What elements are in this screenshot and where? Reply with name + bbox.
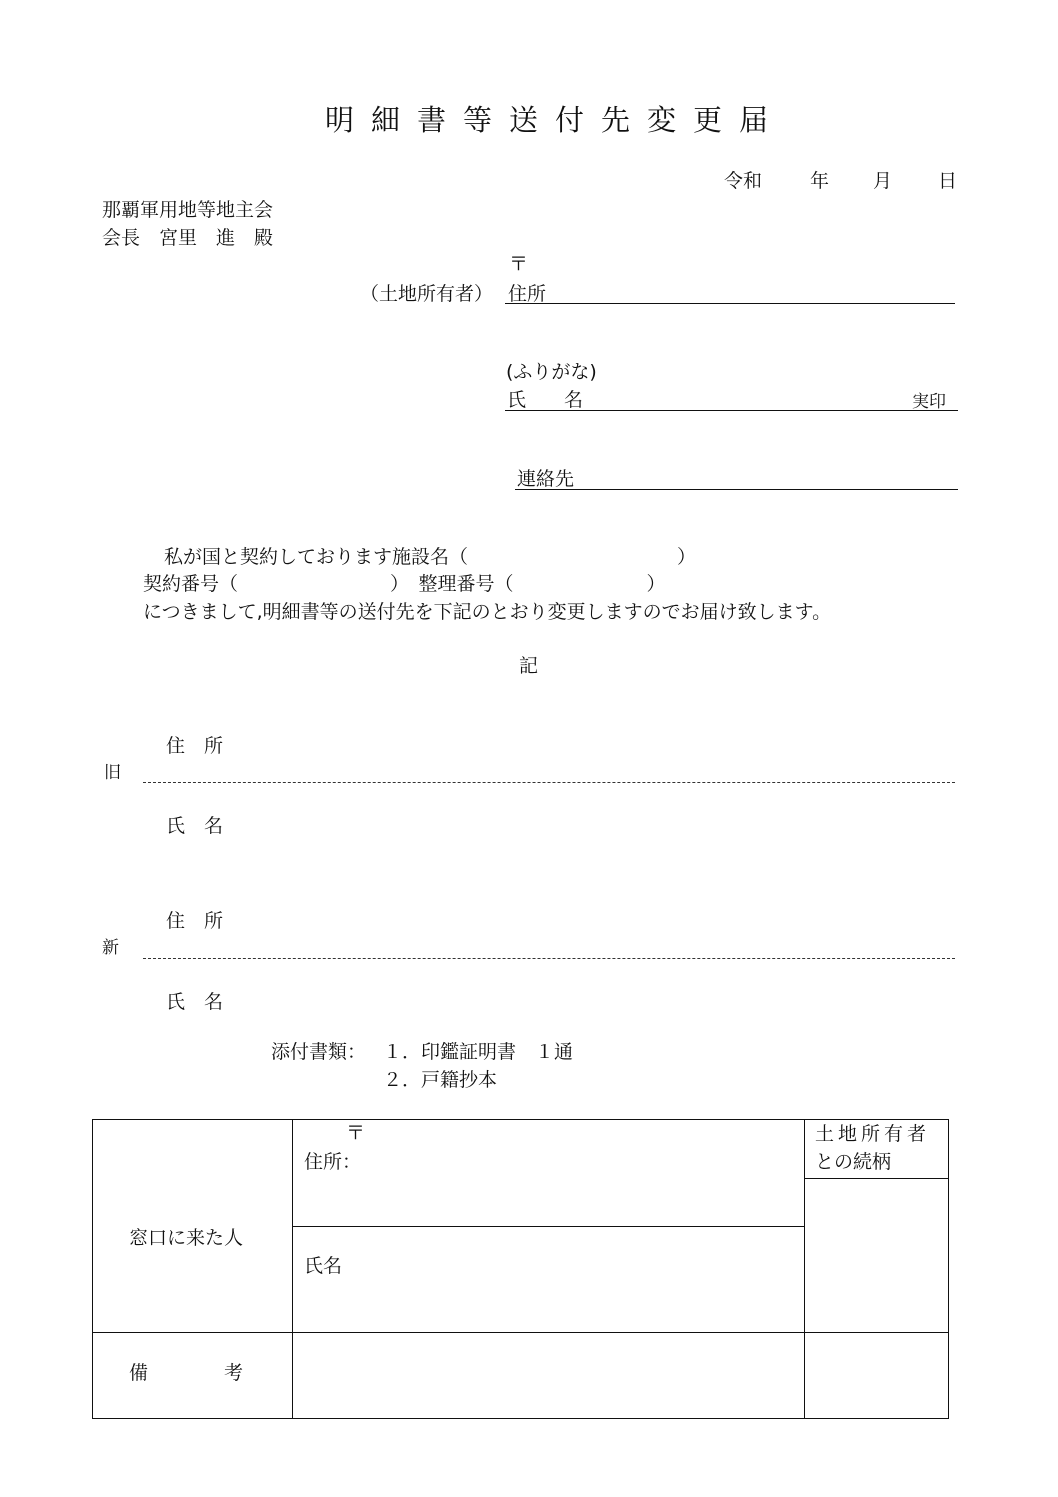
addressee-person: 会長 宮里 進 殿 (102, 227, 274, 249)
new-side-label: 新 (102, 938, 119, 958)
owner-role-label: （土地所有者） (360, 283, 494, 305)
table-row-divider-address (292, 1226, 805, 1227)
owner-address-field[interactable] (505, 303, 955, 304)
addressee-org: 那覇軍用地等地主会 (102, 199, 274, 221)
visitor-address-field[interactable] (294, 1121, 803, 1225)
new-name-label: 氏 名 (166, 991, 224, 1013)
owner-address-label: 住所 (508, 283, 547, 305)
relation-label-line1: 土地所有者 (815, 1123, 931, 1145)
date-day-label: 日 (938, 170, 958, 192)
table-row-divider-remarks (92, 1332, 949, 1333)
table-postal-mark: 〒 (346, 1122, 366, 1144)
seal-label: 実印 (912, 392, 946, 412)
new-address-label: 住 所 (166, 910, 224, 932)
table-address-label: 住所： (304, 1151, 362, 1173)
attachments-label: 添付書類： (271, 1041, 367, 1063)
table-row-divider-relation (804, 1178, 949, 1179)
visitor-label: 窓口に来た人 (129, 1227, 244, 1249)
old-divider (143, 782, 955, 783)
relation-field[interactable] (806, 1180, 947, 1331)
ki-label: 記 (519, 655, 539, 677)
date-year-label: 年 (810, 170, 830, 192)
remarks-field[interactable] (294, 1334, 803, 1417)
body-line-2: 契約番号（ ） 整理番号（ ） (143, 573, 666, 595)
old-side-label: 旧 (104, 763, 121, 783)
attachment-item-2: ２．戸籍抄本 (383, 1069, 498, 1091)
relation-label-line2: との続柄 (815, 1151, 892, 1173)
old-address-label: 住 所 (166, 735, 224, 757)
contact-label: 連絡先 (517, 468, 575, 490)
furigana-label: (ふりがな) (506, 361, 597, 383)
body-line-1: 私が国と契約しております施設名（ ） (164, 546, 697, 568)
attachment-item-1: １．印鑑証明書 １通 (383, 1041, 574, 1063)
new-divider (143, 958, 955, 959)
visitor-name-field[interactable] (294, 1228, 803, 1331)
page-title: 明細書等送付先変更届 (325, 103, 786, 137)
body-line-3: につきまして,明細書等の送付先を下記のとおり変更しますのでお届け致します。 (143, 601, 832, 623)
owner-name-label: 氏 名 (507, 389, 584, 411)
date-month-label: 月 (873, 170, 893, 192)
remarks-label: 備 考 (129, 1362, 244, 1384)
date-era: 令和 (724, 170, 763, 192)
old-name-label: 氏 名 (166, 815, 224, 837)
table-name-label: 氏名 (304, 1255, 343, 1277)
owner-name-field[interactable] (505, 410, 958, 411)
table-col-divider-2 (804, 1119, 805, 1419)
postal-mark: 〒 (509, 253, 529, 275)
table-col-divider-1 (292, 1119, 293, 1419)
contact-field[interactable] (515, 489, 958, 490)
